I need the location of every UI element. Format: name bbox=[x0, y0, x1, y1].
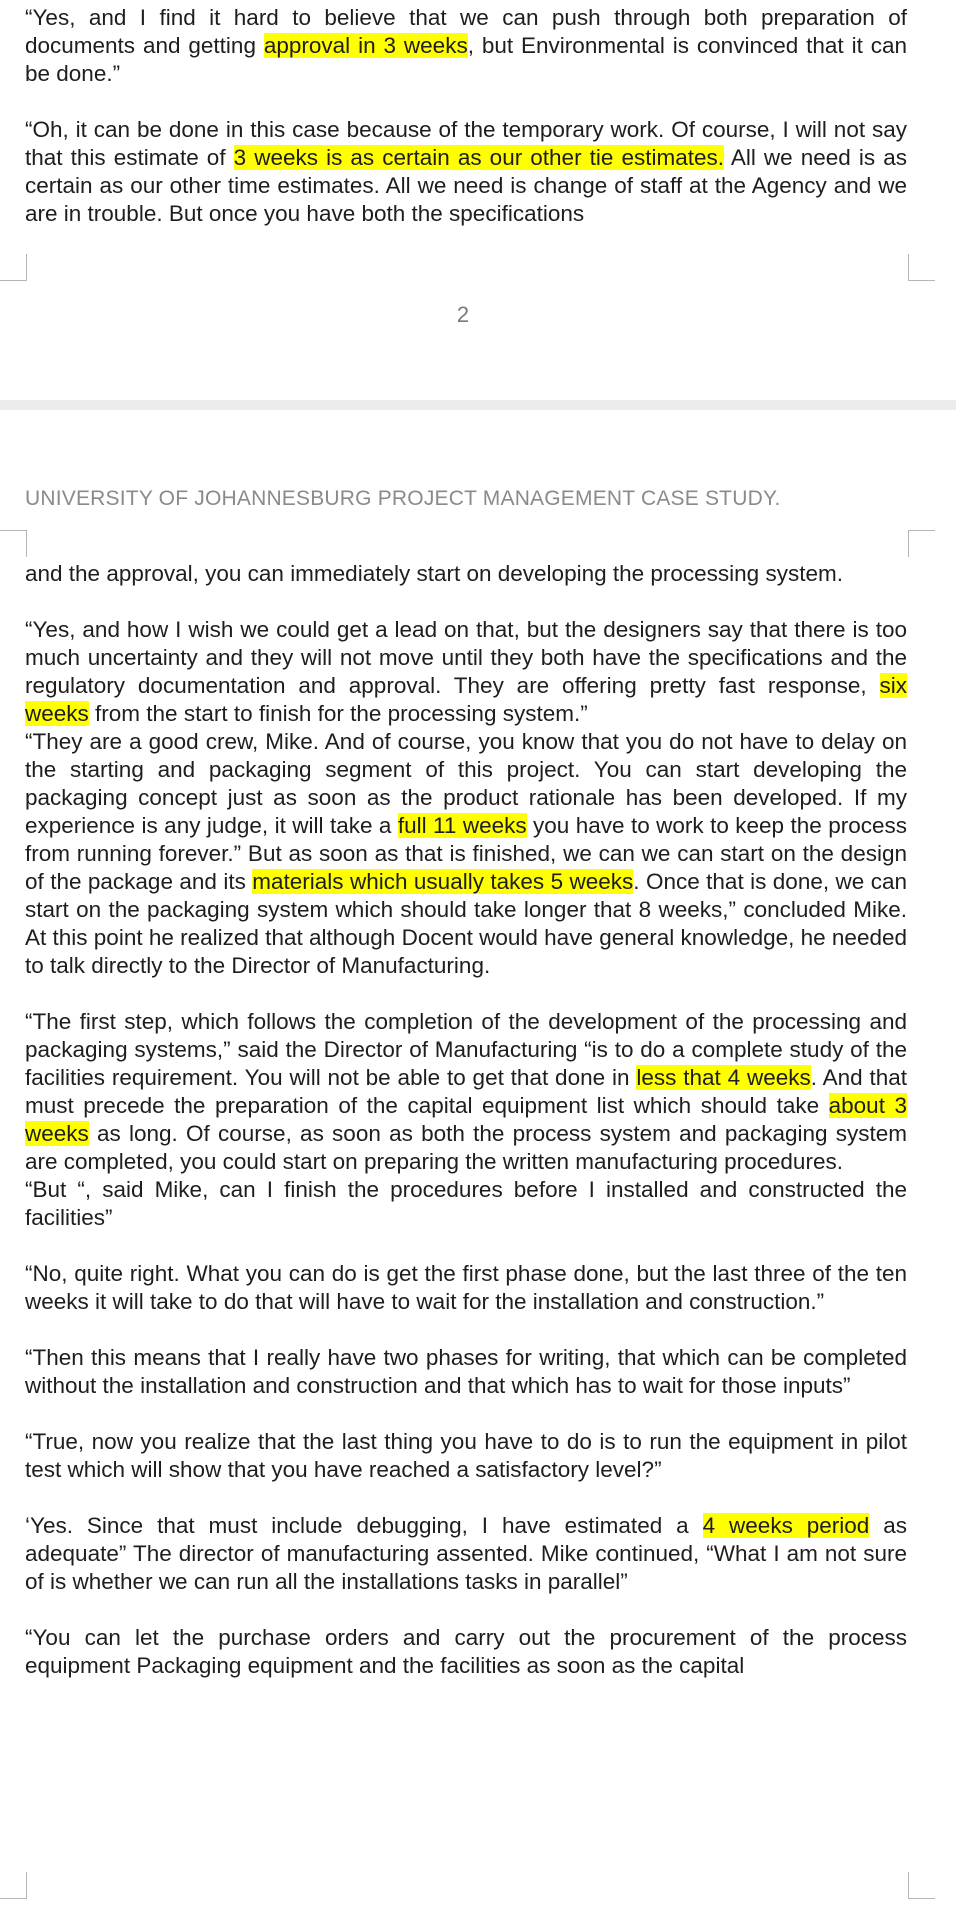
text-run: “Yes, and I find it hard to believe that we can push through both preparation of documents and getting bbox=[25, 5, 907, 58]
document-page-top bbox=[0, 0, 956, 400]
highlighted-text: six weeks bbox=[25, 673, 907, 726]
highlighted-text: about 3 weeks bbox=[25, 1093, 907, 1146]
crop-mark-top-left bbox=[0, 530, 27, 557]
paragraph bbox=[25, 116, 907, 228]
blank-line bbox=[25, 1596, 907, 1624]
paragraph bbox=[25, 4, 907, 88]
text-run: “Yes, and how I wish we could get a lead on that, but the designers say that there is too much uncertainty and they will not move until they both have the specifications and the regulatory documentation and approval. They are offering pretty fast response, bbox=[25, 617, 907, 698]
highlighted-text: materials which usually takes 5 weeks bbox=[252, 869, 634, 894]
text-run: “No, quite right. What you can do is get the first phase done, but the last three of the ten weeks it will take to do that will have to wait for the installation and construction.” bbox=[25, 1261, 907, 1314]
crop-mark-bottom-right bbox=[908, 1872, 935, 1899]
highlighted-text: less that 4 weeks bbox=[636, 1065, 811, 1090]
text-run: “Oh, it can be done in this case because of the temporary work. Of course, I will not say that this estimate of bbox=[25, 117, 907, 170]
paragraph bbox=[25, 728, 907, 980]
text-run: “They are a good crew, Mike. And of course, you know that you do not have to delay on the starting and packaging segment of this project. You can start developing the packaging concept just as soon as the product rationale has been developed. If my experience is any judge, it will take a bbox=[25, 729, 907, 838]
paragraph bbox=[25, 1344, 907, 1400]
page-bottom-body-text bbox=[25, 560, 907, 1680]
crop-mark-bottom-right bbox=[908, 254, 935, 281]
blank-line bbox=[25, 1316, 907, 1344]
highlighted-text: 4 weeks period bbox=[702, 1513, 870, 1538]
crop-mark-bottom-left bbox=[0, 1872, 27, 1899]
text-run: “True, now you realize that the last thing you have to do is to run the equipment in pilot test which will show that you have reached a satisfactory level?” bbox=[25, 1429, 907, 1482]
paragraph bbox=[25, 1624, 907, 1680]
text-run: , but Environmental is convinced that it can be done.” bbox=[25, 33, 907, 86]
paragraph bbox=[25, 616, 907, 728]
highlighted-text: 3 weeks is as certain as our other tie estimates. bbox=[233, 145, 725, 170]
highlighted-text: approval in 3 weeks bbox=[263, 33, 468, 58]
text-run: “But “, said Mike, can I finish the procedures before I installed and constructed the facilities” bbox=[25, 1177, 907, 1230]
blank-line bbox=[25, 1400, 907, 1428]
paragraph bbox=[25, 1008, 907, 1176]
paragraph bbox=[25, 1176, 907, 1232]
blank-line bbox=[25, 1232, 907, 1260]
blank-line bbox=[25, 88, 907, 116]
text-run: from the start to finish for the processing system.” bbox=[88, 701, 588, 726]
text-run: as long. Of course, as soon as both the process system and packaging system are completed, you could start on preparing the written manufacturing procedures. bbox=[25, 1121, 907, 1174]
crop-mark-bottom-left bbox=[0, 254, 27, 281]
highlighted-text: full 11 weeks bbox=[397, 813, 527, 838]
page-top-body-text bbox=[25, 4, 907, 228]
text-run: All we need is as certain as our other time estimates. All we need is change of staff at the Agency and we are in trouble. But once you have both the specifications bbox=[25, 145, 907, 226]
text-run: ‘Yes. Since that must include debugging, I have estimated a bbox=[25, 1513, 703, 1538]
paragraph bbox=[25, 1260, 907, 1316]
text-run: “You can let the purchase orders and carry out the procurement of the process equipment Packaging equipment and the facilities as soon as the capital bbox=[25, 1625, 907, 1678]
text-run: . And that must precede the preparation of the capital equipment list which should take bbox=[25, 1065, 908, 1118]
blank-line bbox=[25, 588, 907, 616]
text-run: “The first step, which follows the completion of the development of the processing and packaging systems,” said the Director of Manufacturing “is to do a complete study of the facilities requirement. You will not be able to get that done in bbox=[25, 1009, 907, 1090]
text-run: as adequate” The director of manufacturing assented. Mike continued, “What I am not sure of is whether we can run all the installations tasks in parallel” bbox=[25, 1513, 907, 1594]
page-separator bbox=[0, 400, 956, 410]
text-run: . Once that is done, we can start on the packaging system which should take longer that 8 weeks,” concluded Mike. At this point he realized that although Docent would have general knowledge, he needed to talk directly to the Director of Manufacturing. bbox=[25, 869, 907, 978]
paragraph bbox=[25, 1428, 907, 1484]
paragraph bbox=[25, 1512, 907, 1596]
running-header: UNIVERSITY OF JOHANNESBURG PROJECT MANAGEMENT CASE STUDY. bbox=[25, 487, 781, 510]
text-run: and the approval, you can immediately start on developing the processing system. bbox=[25, 561, 843, 586]
text-run: “Then this means that I really have two phases for writing, that which can be completed without the installation and construction and that which has to wait for those inputs” bbox=[25, 1345, 907, 1398]
page-number: 2 bbox=[456, 302, 470, 327]
blank-line bbox=[25, 980, 907, 1008]
text-run: you have to work to keep the process from running forever.” But as soon as that is finished, we can we can start on the design of the package and its bbox=[25, 813, 907, 894]
paragraph bbox=[25, 560, 907, 588]
blank-line bbox=[25, 1484, 907, 1512]
crop-mark-top-right bbox=[908, 530, 935, 557]
